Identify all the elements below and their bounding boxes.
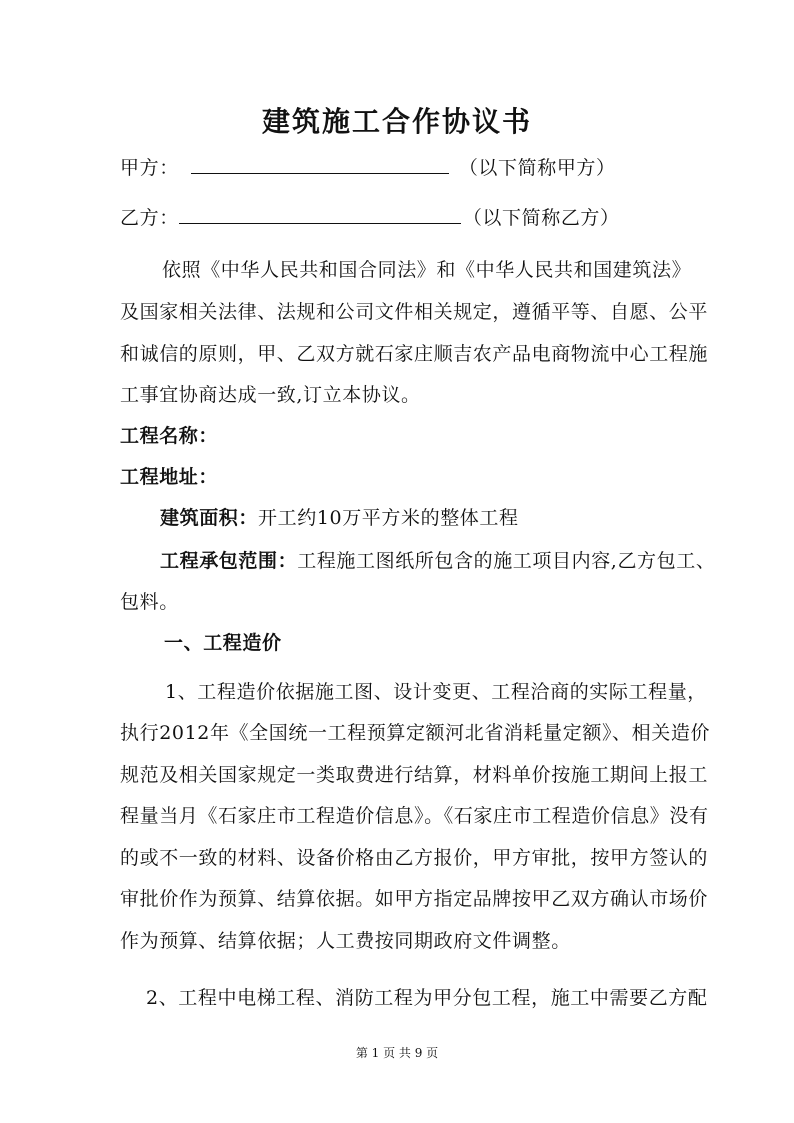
scope-value: 工程施工图纸所包含的施工项目内容,乙方包工、: [297, 550, 716, 572]
intro-line: 和诚信的原则，甲、乙双方就石家庄顺吉农产品电商物流中心工程施: [120, 343, 709, 365]
scope-line: [160, 549, 715, 573]
party-a-line: [120, 155, 616, 180]
document-title: 建筑施工合作协议书: [261, 105, 532, 138]
intro-line: 及国家相关法律、法规和公司文件相关规定，遵循平等、自愿、公平: [120, 301, 709, 323]
scope-label: 工程承包范围：: [160, 550, 298, 572]
party-a-label: 甲方：: [120, 157, 179, 179]
party-a-suffix: （以下简称甲方）: [458, 157, 616, 179]
intro-line: 依照《中华人民共和国合同法》和《中华人民共和国建筑法》: [162, 259, 692, 281]
clause-line: 作为预算、结算依据；人工费按同期政府文件调整。: [120, 930, 571, 952]
clause-line: 的或不一致的材料、设备价格由乙方报价，甲方审批，按甲方签认的: [120, 847, 709, 869]
scope-cont: 包料。: [120, 591, 179, 613]
clause-line: 审批价作为预算、结算依据。如甲方指定品牌按甲乙双方确认市场价: [120, 888, 709, 910]
clause-line: 规范及相关国家规定一类取费进行结算，材料单价按施工期间上报工: [120, 764, 709, 786]
area-value: 开工约10万平方米的整体工程: [258, 507, 519, 529]
section-heading: 一、工程造价: [164, 632, 282, 654]
clause-2-line: 2、工程中电梯工程、消防工程为甲分包工程，施工中需要乙方配: [146, 987, 708, 1009]
clause-line: 1、工程造价依据施工图、设计变更、工程洽商的实际工程量，: [165, 681, 707, 703]
project-address-label: 工程地址：: [120, 466, 219, 488]
party-b-blank: [179, 205, 461, 224]
area-line: [160, 506, 519, 530]
page-footer: 第 1 页 共 9 页: [355, 1046, 439, 1060]
party-a-blank: [191, 155, 449, 174]
party-b-suffix: （以下简称乙方）: [462, 207, 620, 229]
project-name-label: 工程名称：: [120, 425, 219, 447]
clause-line: 执行2012年《全国统一工程预算定额河北省消耗量定额》、相关造价: [120, 722, 711, 744]
intro-line: 工事宜协商达成一致,订立本协议。: [120, 384, 421, 406]
area-label: 建筑面积：: [160, 507, 259, 529]
clause-line: 程量当月《石家庄市工程造价信息》。《石家庄市工程造价信息》没有: [120, 805, 709, 827]
party-b-line: [120, 205, 620, 230]
party-b-label: 乙方：: [120, 207, 179, 229]
